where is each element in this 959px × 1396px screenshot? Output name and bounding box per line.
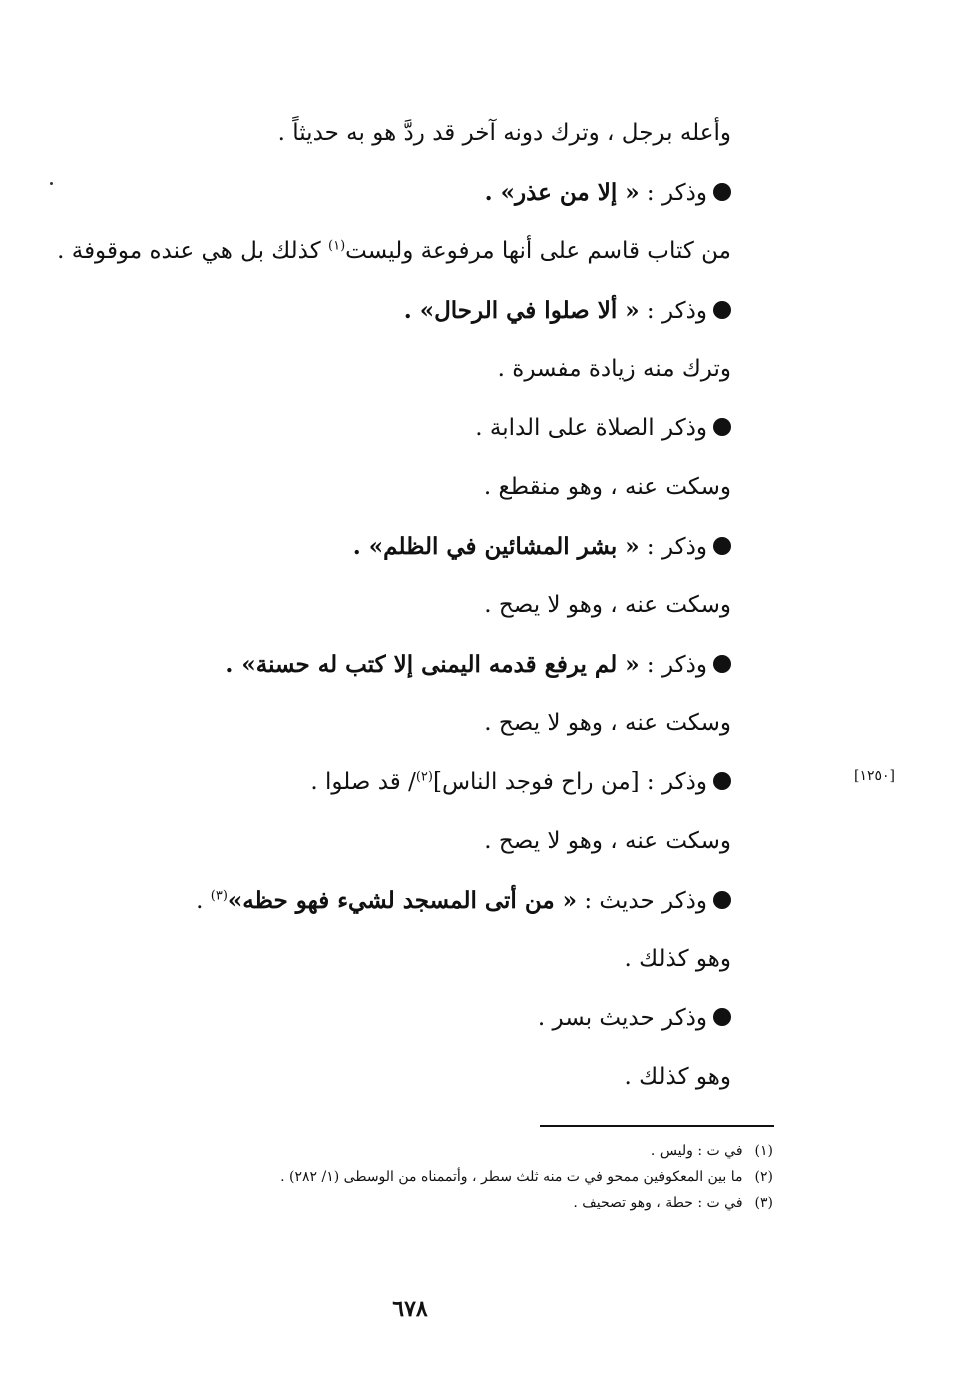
margin-folio-note: [١٢٥٠]: [854, 768, 896, 784]
line-text: وترك منه زيادة مفسرة .: [497, 356, 731, 382]
line-lead: وذكر :: [639, 534, 707, 560]
line-text: وسكت عنه ، وهو منقطع .: [483, 474, 731, 500]
footnote-ref: (٣): [210, 888, 228, 904]
main-text: [31, 104, 731, 1107]
text-line: [31, 576, 731, 635]
footnote: [213, 1164, 773, 1190]
bullet-icon: [713, 301, 731, 319]
text-line: [31, 458, 731, 517]
line-tail: / قد صلوا .: [310, 769, 416, 795]
line-lead: وذكر الصلاة على الدابة .: [475, 415, 707, 441]
line-lead: وذكر :: [639, 180, 707, 206]
line-text: وأعله برجل ، وترك دونه آخر قد ردَّ هو به حديثاً .: [277, 120, 731, 146]
bulleted-line: [31, 517, 731, 576]
footnote-number: (٣): [754, 1195, 773, 1211]
line-text: وهو كذلك .: [624, 1064, 731, 1090]
text-line: [31, 812, 731, 871]
line-lead: وذكر حديث :: [577, 888, 707, 914]
footnotes: [213, 1138, 773, 1216]
text-line: [31, 222, 731, 281]
bullet-icon: [713, 655, 731, 673]
line-lead: وذكر : [من راح فوجد الناس]: [432, 769, 707, 795]
hadith-quote: « ألا صلوا في الرحال» .: [403, 297, 640, 324]
bulleted-line: [31, 753, 731, 812]
bulleted-line: [31, 399, 731, 458]
bullet-icon: [713, 891, 731, 909]
bullet-icon: [713, 772, 731, 790]
hadith-quote: « بشر المشائين في الظلم» .: [352, 533, 640, 560]
footnote-ref: (٢): [415, 769, 433, 785]
text-line: [31, 104, 731, 163]
bullet-icon: [713, 1008, 731, 1026]
footnote: [213, 1138, 773, 1164]
bulleted-line: [31, 281, 731, 340]
text-line: [31, 694, 731, 753]
line-text: وسكت عنه ، وهو لا يصح .: [484, 592, 731, 618]
footnote: [213, 1190, 773, 1216]
footnote-number: (١): [754, 1143, 773, 1159]
footnote-text: ما بين المعكوفين ممحو في ت منه ثلث سطر ، وأتممناه من الوسطى (١/ ٢٨٢) .: [280, 1169, 743, 1185]
line-lead: وذكر :: [639, 652, 707, 678]
line-text: من كتاب قاسم على أنها مرفوعة وليست: [345, 238, 731, 264]
bulleted-line: [31, 871, 731, 930]
line-text: وهو كذلك .: [624, 946, 731, 972]
hadith-quote: « إلا من عذر» .: [484, 179, 640, 206]
line-lead: وذكر :: [639, 298, 707, 324]
hadith-quote: « لم يرفع قدمه اليمنى إلا كتب له حسنة» .: [225, 651, 640, 678]
text-line: [31, 930, 731, 989]
bullet-icon: [713, 183, 731, 201]
line-text: وسكت عنه ، وهو لا يصح .: [484, 710, 731, 736]
bulleted-line: [31, 163, 731, 222]
bulleted-line: [31, 635, 731, 694]
line-tail: كذلك بل هي عنده موقوفة .: [57, 238, 329, 264]
text-line: [31, 340, 731, 399]
page-number: ٦٧٨: [392, 1296, 428, 1322]
bulleted-line: [31, 989, 731, 1048]
text-line: [31, 1048, 731, 1107]
line-text: وسكت عنه ، وهو لا يصح .: [484, 828, 731, 854]
bullet-icon: [713, 537, 731, 555]
hadith-quote: « من أتى المسجد لشيء فهو حظه»: [227, 887, 578, 914]
footnote-text: في ت : وليس .: [650, 1143, 743, 1159]
line-lead: وذكر حديث بسر .: [537, 1005, 707, 1031]
footnote-divider: [540, 1125, 774, 1127]
bullet-icon: [713, 418, 731, 436]
footnote-ref: (١): [328, 238, 346, 254]
footnote-number: (٢): [754, 1169, 773, 1185]
line-tail: .: [196, 888, 211, 914]
footnote-text: في ت : حطة ، وهو تصحيف .: [573, 1195, 743, 1211]
